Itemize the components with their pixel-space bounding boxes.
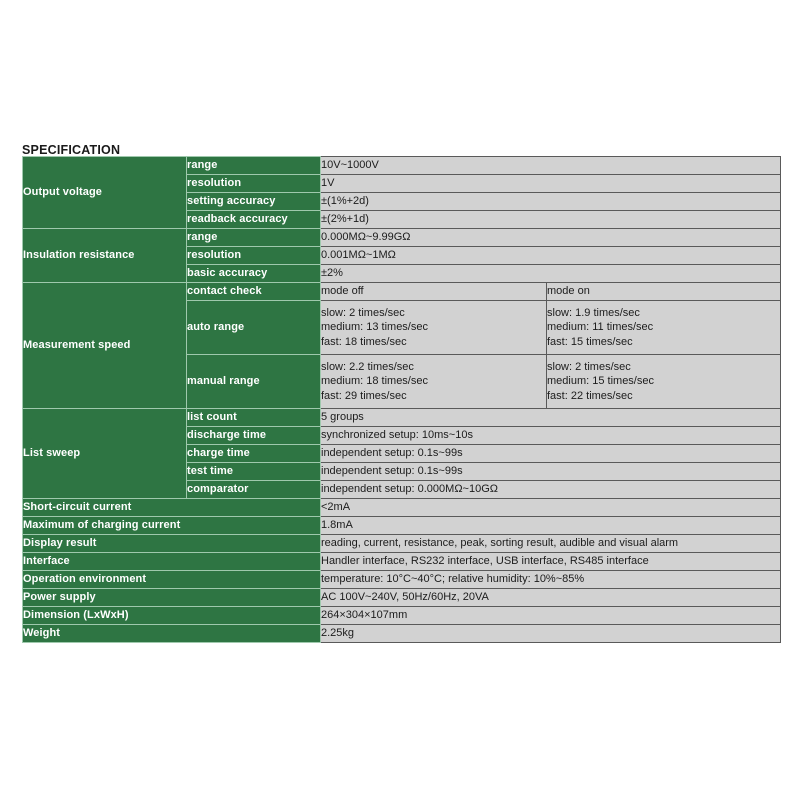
param-label: range bbox=[187, 157, 321, 175]
table-row bbox=[23, 571, 781, 589]
param-value: independent setup: 0.1s~99s bbox=[321, 445, 781, 463]
param-value: 2.25kg bbox=[321, 625, 781, 643]
param-value: 5 groups bbox=[321, 409, 781, 427]
table-row bbox=[23, 553, 781, 571]
specification-table-container bbox=[22, 156, 780, 643]
speed-line-medium: medium: 15 times/sec bbox=[547, 375, 654, 388]
speed-line-medium: medium: 11 times/sec bbox=[547, 321, 654, 334]
param-label: Operation environment bbox=[23, 571, 321, 589]
param-value: ±(2%+1d) bbox=[321, 211, 781, 229]
param-value-mode-off bbox=[321, 355, 547, 409]
speed-line-slow: slow: 2 times/sec bbox=[547, 361, 631, 374]
speed-line-slow: slow: 1.9 times/sec bbox=[547, 307, 640, 320]
speed-line-slow: slow: 2 times/sec bbox=[321, 307, 405, 320]
table-row bbox=[23, 283, 781, 301]
speed-line-medium: medium: 13 times/sec bbox=[321, 321, 428, 334]
param-value-mode-on: mode on bbox=[547, 283, 781, 301]
table-row bbox=[23, 589, 781, 607]
param-value-mode-on bbox=[547, 301, 781, 355]
param-value: independent setup: 0.000MΩ~10GΩ bbox=[321, 481, 781, 499]
param-label: Interface bbox=[23, 553, 321, 571]
param-label: test time bbox=[187, 463, 321, 481]
param-label: comparator bbox=[187, 481, 321, 499]
param-value: synchronized setup: 10ms~10s bbox=[321, 427, 781, 445]
specification-table bbox=[22, 156, 781, 643]
param-value: 1V bbox=[321, 175, 781, 193]
param-label: range bbox=[187, 229, 321, 247]
param-value: ±(1%+2d) bbox=[321, 193, 781, 211]
table-row bbox=[23, 229, 781, 247]
param-value: AC 100V~240V, 50Hz/60Hz, 20VA bbox=[321, 589, 781, 607]
section-label-output-voltage: Output voltage bbox=[23, 157, 187, 229]
param-value-mode-off bbox=[321, 301, 547, 355]
speed-line-medium: medium: 18 times/sec bbox=[321, 375, 428, 388]
param-label: Weight bbox=[23, 625, 321, 643]
param-label: contact check bbox=[187, 283, 321, 301]
param-value: Handler interface, RS232 interface, USB interface, RS485 interface bbox=[321, 553, 781, 571]
param-value: 0.001MΩ~1MΩ bbox=[321, 247, 781, 265]
param-label: resolution bbox=[187, 175, 321, 193]
table-row bbox=[23, 607, 781, 625]
param-value: temperature: 10°C~40°C; relative humidity: 10%~85% bbox=[321, 571, 781, 589]
param-label: charge time bbox=[187, 445, 321, 463]
param-value: 1.8mA bbox=[321, 517, 781, 535]
param-label: Display result bbox=[23, 535, 321, 553]
table-row bbox=[23, 409, 781, 427]
param-label: discharge time bbox=[187, 427, 321, 445]
param-label: Dimension (LxWxH) bbox=[23, 607, 321, 625]
speed-line-fast: fast: 29 times/sec bbox=[321, 389, 407, 402]
table-row bbox=[23, 499, 781, 517]
param-label: Maximum of charging current bbox=[23, 517, 321, 535]
param-label: Power supply bbox=[23, 589, 321, 607]
param-value: <2mA bbox=[321, 499, 781, 517]
section-label-measurement-speed: Measurement speed bbox=[23, 283, 187, 409]
section-label-list-sweep: List sweep bbox=[23, 409, 187, 499]
speed-line-fast: fast: 18 times/sec bbox=[321, 335, 407, 348]
param-label: resolution bbox=[187, 247, 321, 265]
param-value: 264×304×107mm bbox=[321, 607, 781, 625]
param-value: ±2% bbox=[321, 265, 781, 283]
param-label: list count bbox=[187, 409, 321, 427]
param-value: reading, current, resistance, peak, sorting result, audible and visual alarm bbox=[321, 535, 781, 553]
page-title: SPECIFICATION bbox=[22, 143, 121, 157]
param-value: independent setup: 0.1s~99s bbox=[321, 463, 781, 481]
table-row bbox=[23, 535, 781, 553]
param-value: 10V~1000V bbox=[321, 157, 781, 175]
param-label: auto range bbox=[187, 301, 321, 355]
param-label: readback accuracy bbox=[187, 211, 321, 229]
speed-line-fast: fast: 15 times/sec bbox=[547, 335, 633, 348]
table-row bbox=[23, 157, 781, 175]
table-row bbox=[23, 625, 781, 643]
param-label: basic accuracy bbox=[187, 265, 321, 283]
speed-line-slow: slow: 2.2 times/sec bbox=[321, 361, 414, 374]
param-value-mode-on bbox=[547, 355, 781, 409]
param-label: manual range bbox=[187, 355, 321, 409]
param-value-mode-off: mode off bbox=[321, 283, 547, 301]
speed-line-fast: fast: 22 times/sec bbox=[547, 389, 633, 402]
section-label-insulation-resistance: Insulation resistance bbox=[23, 229, 187, 283]
param-label: setting accuracy bbox=[187, 193, 321, 211]
table-row bbox=[23, 517, 781, 535]
param-label: Short-circuit current bbox=[23, 499, 321, 517]
param-value: 0.000MΩ~9.99GΩ bbox=[321, 229, 781, 247]
